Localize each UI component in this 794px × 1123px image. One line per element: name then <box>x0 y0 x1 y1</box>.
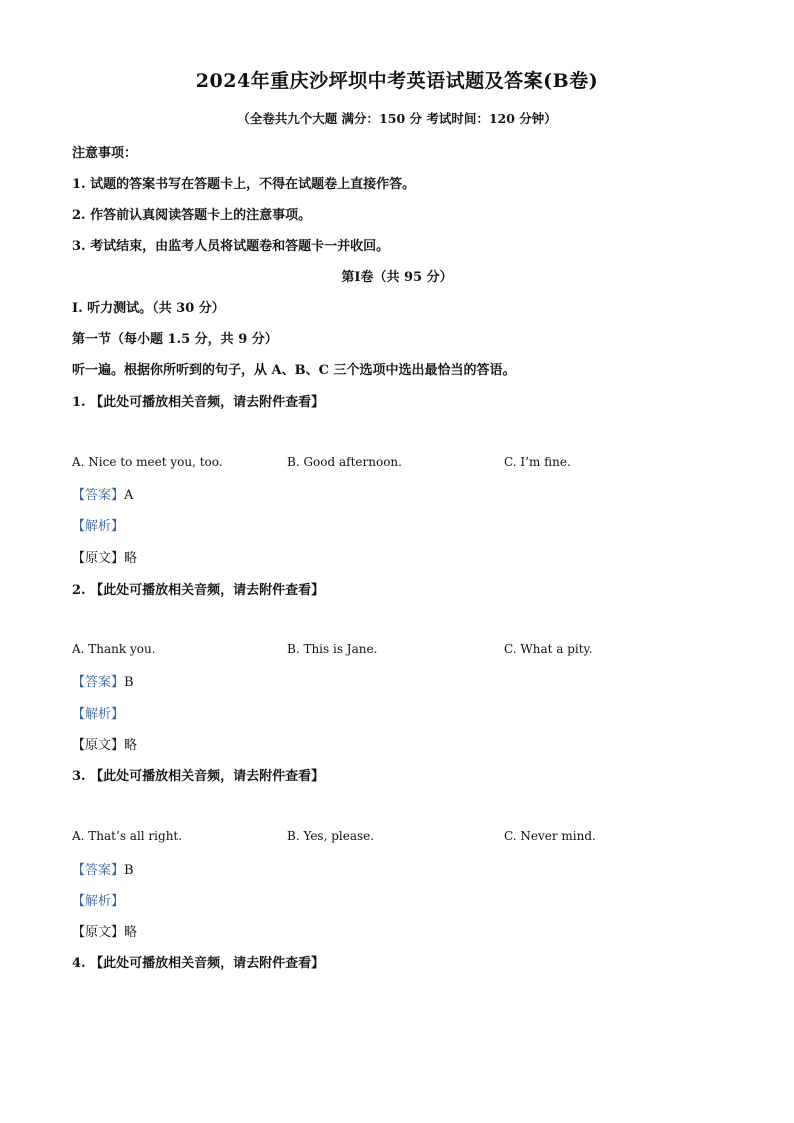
analysis-label-2: 【解析】 <box>72 707 125 722</box>
option-1-c: C. I’m fine. <box>504 455 571 469</box>
option-2-c: C. What a pity. <box>504 642 593 656</box>
answer-label: 【答案】 <box>72 488 125 503</box>
original-value: 略 <box>124 738 138 753</box>
subsection-heading: 第一节（每小题 1.5 分，共 9 分） <box>72 332 278 347</box>
original-value: 略 <box>124 925 138 940</box>
option-1-a: A. Nice to meet you, too. <box>72 455 223 469</box>
original-label: 【原文】 <box>72 551 125 566</box>
analysis-label-1: 【解析】 <box>72 519 125 534</box>
answer-label: 【答案】 <box>72 863 125 878</box>
notice-item-1: 1. 试题的答案书写在答题卡上，不得在试题卷上直接作答。 <box>72 177 416 192</box>
question-stem-4: 4. 【此处可播放相关音频，请去附件查看】 <box>72 956 325 971</box>
notice-heading: 注意事项： <box>72 146 138 161</box>
original-row-1 <box>72 547 137 566</box>
option-3-a: A. That’s all right. <box>72 829 183 843</box>
answer-value: A <box>124 488 134 503</box>
part-heading: Ⅰ. 听力测试。（共 30 分） <box>72 301 225 316</box>
original-row-2 <box>72 734 137 753</box>
question-stem-2: 2. 【此处可播放相关音频，请去附件查看】 <box>72 583 325 598</box>
answer-row-3 <box>72 859 134 878</box>
question-stem-1: 1. 【此处可播放相关音频，请去附件查看】 <box>72 395 325 410</box>
option-3-c: C. Never mind. <box>504 829 596 843</box>
page-subtitle: （全卷共九个大题 满分：150 分 考试时间：120 分钟） <box>237 111 557 126</box>
option-3-b: B. Yes, please. <box>287 829 375 843</box>
notice-item-2: 2. 作答前认真阅读答题卡上的注意事项。 <box>72 208 312 223</box>
answer-row-2 <box>72 671 134 690</box>
option-2-b: B. This is Jane. <box>287 642 378 656</box>
analysis-label-3: 【解析】 <box>72 894 125 909</box>
original-label: 【原文】 <box>72 925 125 940</box>
answer-row-1 <box>72 484 133 503</box>
original-row-3 <box>72 921 137 940</box>
section-title: 第Ⅰ卷（共 95 分） <box>341 270 453 285</box>
option-1-b: B. Good afternoon. <box>287 455 402 469</box>
instruction: 听一遍。根据你所听到的句子，从 A、B、C 三个选项中选出最恰当的答语。 <box>72 363 516 378</box>
answer-value: B <box>124 863 134 878</box>
answer-label: 【答案】 <box>72 675 125 690</box>
option-2-a: A. Thank you. <box>72 642 156 656</box>
question-stem-3: 3. 【此处可播放相关音频，请去附件查看】 <box>72 769 325 784</box>
original-label: 【原文】 <box>72 738 125 753</box>
original-value: 略 <box>124 551 138 566</box>
answer-value: B <box>124 675 134 690</box>
notice-item-3: 3. 考试结束，由监考人员将试题卷和答题卡一并收回。 <box>72 239 390 254</box>
page-title: 2024年重庆沙坪坝中考英语试题及答案(B卷) <box>195 70 599 92</box>
